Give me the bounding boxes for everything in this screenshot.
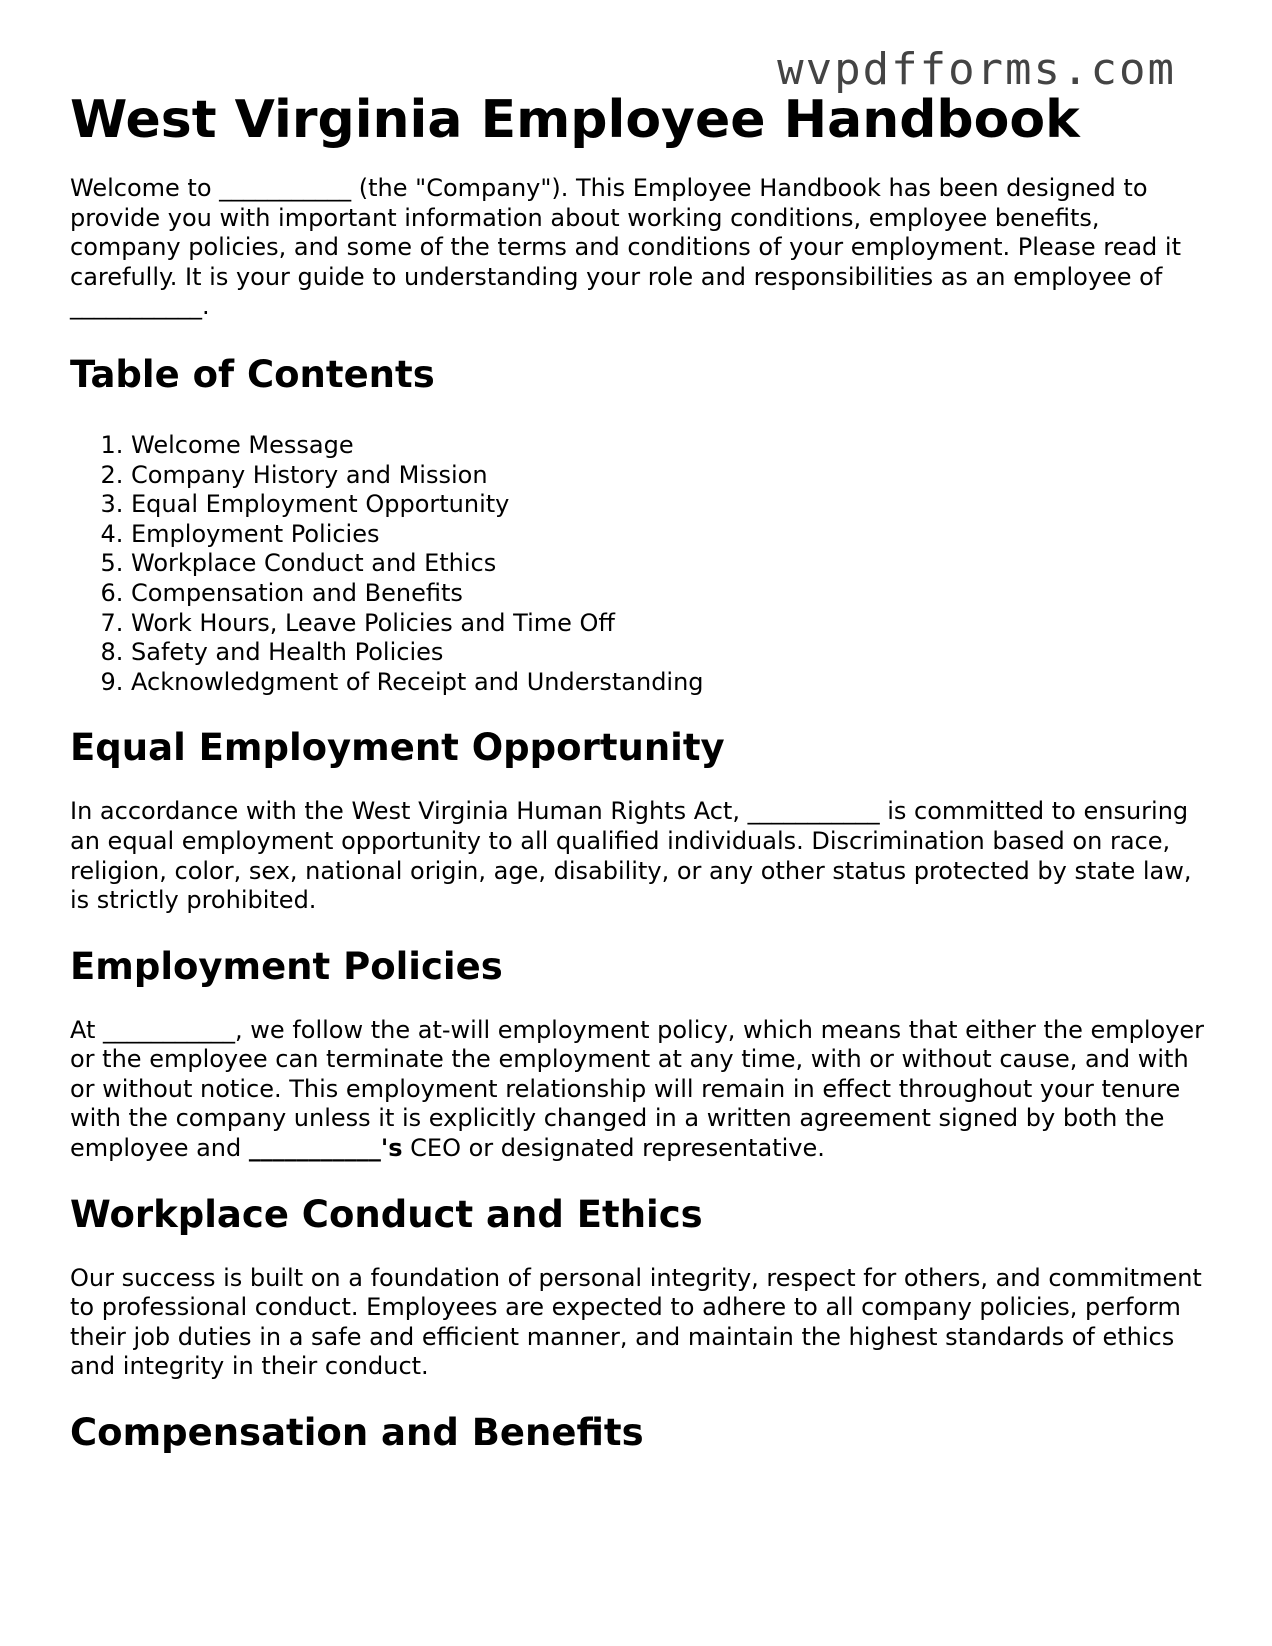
toc-item: 9. Acknowledgment of Receipt and Understanding	[131, 668, 1210, 698]
employment-policies-paragraph	[70, 1016, 1210, 1164]
eeo-paragraph	[70, 797, 1210, 915]
company-name-blank: ___________	[103, 1015, 236, 1044]
eeo-text-2: is committed to ensuring an equal employment opportunity to all qualified individuals. Discrimination based on race, religion, color, sex, national origin, age, disability, or any other status protected by state law, is strictly prohibited.	[70, 797, 1192, 915]
employment-text-2: , we follow the at-will employment policy, which means that either the employer or the employee can terminate the employment at any time, with or without cause, and with or without notice. This employment relationship will remain in effect throughout your tenure with the company unless it is explicitly changed in a written agreement signed by both the employee and	[70, 1015, 1205, 1163]
intro-paragraph	[70, 174, 1210, 322]
toc-heading: Table of Contents	[70, 352, 435, 396]
conduct-paragraph: Our success is built on a foundation of personal integrity, respect for others, and commitment to professional conduct. Employees are expected to adhere to all company policies, perform their job duties in a safe and efficient manner, and maintain the highest standards of ethics and integrity in their conduct.	[70, 1263, 1202, 1381]
company-name-possessive-blank: ___________'s	[248, 1134, 403, 1163]
conduct-heading: Workplace Conduct and Ethics	[70, 1192, 703, 1236]
toc-item: 2. Company History and Mission	[131, 461, 1210, 491]
eeo-text-1: In accordance with the West Virginia Human Rights Act,	[70, 797, 748, 826]
toc-item: 1. Welcome Message	[131, 431, 1210, 461]
toc-list	[70, 431, 1210, 697]
toc-item: 3. Equal Employment Opportunity	[131, 490, 1210, 520]
toc-item: 6. Compensation and Benefits	[131, 579, 1210, 609]
toc-item: 7. Work Hours, Leave Policies and Time Off	[131, 609, 1210, 639]
toc-item: 5. Workplace Conduct and Ethics	[131, 549, 1210, 579]
toc-item: 8. Safety and Health Policies	[131, 638, 1210, 668]
compensation-heading: Compensation and Benefits	[70, 1411, 644, 1455]
intro-text-2: (the "Company"). This Employee Handbook has been designed to provide you with important information about working conditions, employee benefits, company policies, and some of the terms and conditions of your employment. Please read it carefully. It is your guide to understanding your role and responsibilities as an employee of	[70, 174, 1181, 291]
company-name-blank: ___________	[219, 174, 352, 202]
intro-text-3: .	[202, 292, 210, 321]
employment-text-1: At	[70, 1015, 104, 1044]
employment-text-3: CEO or designated representative.	[402, 1134, 825, 1163]
watermark: wvpdfforms.com	[777, 44, 1176, 95]
employment-policies-heading: Employment Policies	[70, 944, 503, 988]
toc-item: 4. Employment Policies	[131, 520, 1210, 550]
document-page	[70, 80, 1210, 1458]
company-name-blank: ___________	[747, 797, 880, 826]
page-title: West Virginia Employee Handbook	[70, 90, 1080, 150]
intro-text-1: Welcome to	[70, 174, 220, 202]
company-name-blank: ___________	[70, 292, 202, 321]
eeo-heading: Equal Employment Opportunity	[70, 726, 725, 770]
